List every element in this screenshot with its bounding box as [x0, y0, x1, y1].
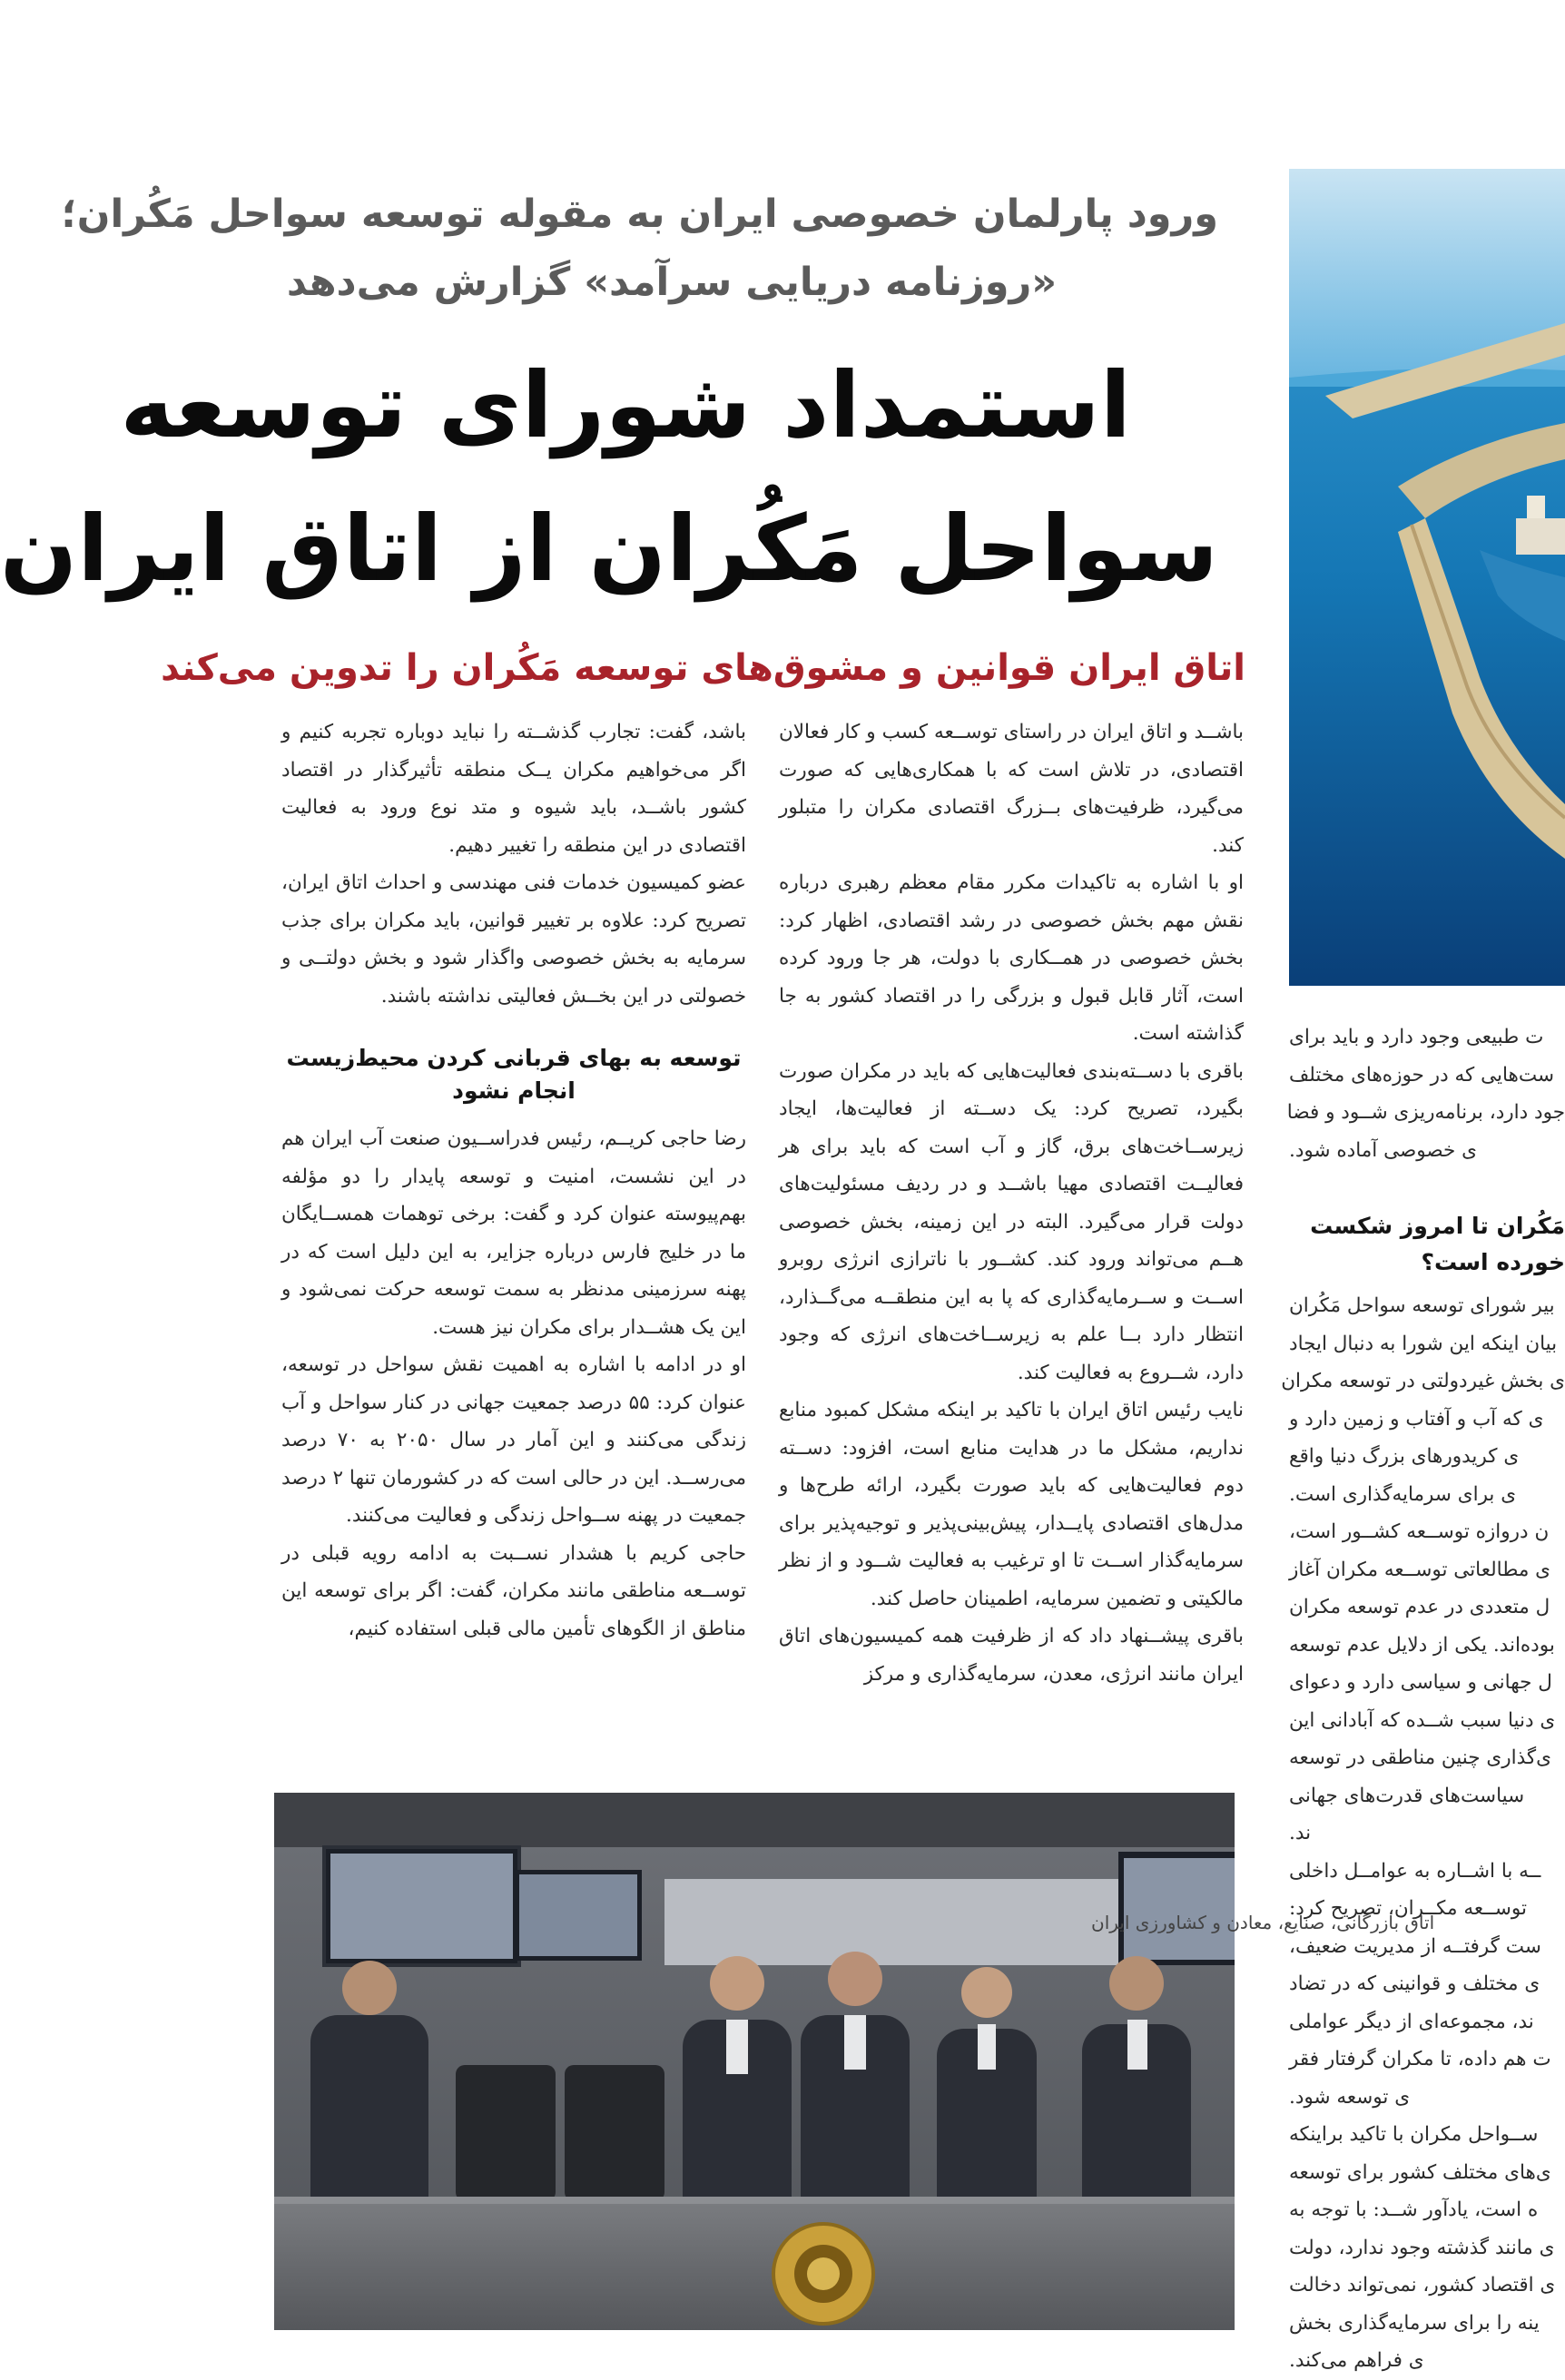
side-line: سیاست‌های قدرت‌های جهانی	[1289, 1784, 1525, 1807]
side-line: ی فراهم می‌کند.	[1289, 2349, 1424, 2372]
side-line: ت هم داده، تا مکران گرفتار فقر	[1289, 2048, 1551, 2070]
side-line: جود دارد، برنامه‌ریزی شــود و فضا	[1286, 1101, 1565, 1124]
side-line: ی خصوصی آماده شود.	[1289, 1138, 1477, 1162]
side-line: ینه را برای سرمایه‌گذاری بخش	[1289, 2311, 1540, 2335]
side-line: ل متعددی در عدم توسعه مکران	[1289, 1596, 1550, 1618]
side-line: ی که آب و آفتاب و زمین دارد و	[1289, 1407, 1544, 1431]
side-line: ند.	[1289, 1822, 1312, 1844]
paragraph: رضا حاجی کریــم، رئیس فدراســیون صنعت آب ایران هم در این نشست، امنیت و توسعه پایدار را دو مؤلفه بهم‌پیوسته عنوان کرد و گفت: برخی توهمات همســایگان ما در خلیج فارس درباره جزایر، به این دلیل است که در پهنه سرزمینی مدنظر به سمت توسعه حرکت نمی‌شود و این یک هشــدار برای مکران نیز هست.	[281, 1127, 746, 1339]
kicker-line-1: ورود پارلمان خصوصی ایران به مقوله توسعه سواحل مَکُران؛	[61, 192, 1218, 237]
article-column-right	[779, 713, 1244, 1775]
side-line: ند، مجموعه‌ای از دیگر عواملی	[1289, 2010, 1534, 2033]
side-line: ی برای سرمایه‌گذاری است.	[1289, 1482, 1517, 1506]
side-line: ــه با اشــاره به عوامــل داخلی	[1289, 1859, 1541, 1883]
article-column-left	[281, 713, 746, 1775]
paragraph: باقری پیشــنهاد داد که از ظرفیت همه کمیسیون‌های اتاق ایران مانند انرژی، معدن، سرمایه‌گذاری و مرکز	[779, 1625, 1244, 1686]
side-subhead-line-1: مَکُران تا امروز شکست	[1310, 1213, 1565, 1239]
side-line: بیر شورای توسعه سواحل مَکُران	[1289, 1294, 1555, 1317]
side-line: ی بخش غیردولتی در توسعه مکران	[1281, 1370, 1565, 1392]
side-line: ل جهانی و سیاسی دارد و دعوای	[1289, 1671, 1552, 1694]
side-line: ست گرفتــه از مدیریت ضعیف،	[1289, 1934, 1541, 1958]
side-line: ست‌هایی که در حوزه‌های مختلف	[1289, 1063, 1554, 1087]
side-line: ی دنیا سبب شــده که آبادانی این	[1289, 1708, 1556, 1732]
side-subhead-line-2: خورده است؟	[1421, 1249, 1565, 1275]
side-line: ی اقتصاد کشور، نمی‌تواند دخالت	[1289, 2274, 1556, 2296]
side-line: بیان اینکه این شورا به دنبال ایجاد	[1289, 1332, 1558, 1355]
side-line: ی مختلف و قوانینی که در تضاد	[1289, 1972, 1540, 1995]
side-line: ی مطالعاتی توســعه مکران آغاز	[1289, 1558, 1551, 1581]
side-line: ی مانند گذشته وجود ندارد، دولت	[1289, 2236, 1555, 2259]
section-subhead: توسعه به بهای قربانی کردن محیط‌زیست انجام نشود	[286, 1045, 742, 1104]
side-line: ت طبیعی وجود دارد و باید برای	[1289, 1026, 1544, 1048]
paragraph: باشد، گفت: تجارب گذشــته را نباید دوباره تجربه کنیم و اگر می‌خواهیم مکران یــک منطقه تأثیرگذار در اقتصاد کشور باشــد، باید شیوه و متد نوع ورود به فعالیت اقتصادی در این منطقه را تغییر دهیم.	[281, 721, 746, 857]
paragraph: نایب رئیس اتاق ایران با تاکید بر اینکه مشکل کمبود منابع نداریم، مشکل ما در هدایت منابع است، افزود: دســته دوم فعالیت‌هایی که باید صورت بگیرد، ارائه طرح‌ها و مدل‌های اقتصادی پایــدار، پیش‌بینی‌پذیر و توجیه‌پذیر برای سرمایه‌گذار اســت تا او ترغیب به فعالیت شــود و از نظر مالکیتی و تضمین سرمایه، اطمینان حاصل کند.	[779, 1399, 1244, 1610]
side-line: ه است، یادآور شــد: با توجه به	[1289, 2198, 1539, 2221]
side-line: ی کریدورهای بزرگ دنیا واقع	[1289, 1445, 1520, 1468]
side-column-top	[1286, 1018, 1565, 1175]
side-line: ی توسعه شود.	[1289, 2085, 1411, 2109]
side-line: بوده‌اند. یکی از دلایل عدم توسعه	[1289, 1633, 1555, 1657]
side-line: ســواحل مکران با تاکید براینکه	[1289, 2123, 1539, 2146]
headline-line-1: استمداد شورای توسعه	[120, 352, 1131, 458]
photo-banner-text: اتاق بازرگانی، صنایع، معادن و کشاورزی ایران	[1091, 1912, 1435, 1933]
paragraph: باقری با دســته‌بندی فعالیت‌هایی که باید در مکران صورت بگیرد، تصریح کرد: یک دســته از فعالیت‌ها، ایجاد زیرســاخت‌های برق، گاز و آب است که باید برای هر فعالیــت اقتصادی مهیا باشــد و در ردیف مسئولیت‌های دولت قرار می‌گیرد. البته در این زمینه، بخش خصوصی هــم می‌تواند ورود کند. کشــور با ناترازی انرژی روبرو اســت و ســرمایه‌گذاری که پا به این منطقــه می‌گــذارد، انتظار دارد بــا علم به زیرســاخت‌های انرژی که وجود دارد، شــروع به فعالیت کند.	[779, 1059, 1244, 1384]
paragraph: حاجی کریم با هشدار نســبت به ادامه رویه قبلی در توســعه مناطقی مانند مکران، گفت: اگر برای توسعه این مناطق از الگوهای تأمین مالی قبلی استفاده کنیم،	[281, 1541, 746, 1640]
harbor-photo	[1289, 169, 1565, 986]
paragraph: باشــد و اتاق ایران در راستای توســعه کسب و کار فعالان اقتصادی، در تلاش است که با همکاری‌هایی که صورت می‌گیرد، ظرفیت‌های بــزرگ اقتصادی مکران را متبلور کند.	[779, 721, 1244, 857]
kicker-line-2: «روزنامه دریایی سرآمد» گزارش می‌دهد	[286, 260, 1057, 305]
side-line: ی‌گذاری چنین مناطقی در توسعه	[1289, 1746, 1551, 1769]
side-line: ی‌های مختلف کشور برای توسعه	[1289, 2160, 1551, 2184]
headline-line-2: سواحل مَکُران از اتاق ایران	[0, 496, 1218, 602]
paragraph: او با اشاره به تاکیدات مکرر مقام معظم رهبری درباره نقش مهم بخش خصوصی در رشد اقتصادی، اظهار کرد: بخش خصوصی در همــکاری با دولت، هر جا ورود کرده است، آثار قابل قبول و بزرگی را در اقتصاد کشور به جا گذاشته است.	[779, 871, 1244, 1045]
harbor-photo-drawing	[1289, 169, 1565, 986]
paragraph: او در ادامه با اشاره به اهمیت نقش سواحل در توسعه، عنوان کرد: ۵۵ درصد جمعیت جهانی در کنار سواحل و آب زندگی می‌کنند و این آمار در سال ۲۰۵۰ به ۷۰ درصد می‌رســد. این در حالی است که در کشورمان تنها ۲ درصد جمعیت در پهنه ســواحل زندگی و فعالیت می‌کنند.	[281, 1353, 746, 1527]
side-line: ن دروازه توســعه کشــور است،	[1289, 1520, 1550, 1543]
lead-subtitle: اتاق ایران قوانین و مشوق‌های توسعه مَکُران را تدوین می‌کند	[161, 647, 1245, 689]
side-column-bottom	[1281, 1287, 1565, 2376]
paragraph: عضو کمیسیون خدمات فنی مهندسی و احداث اتاق ایران، تصریح کرد: علاوه بر تغییر قوانین، باید مکران برای جذب سرمایه به بخش خصوصی واگذار شود و بخش دولتــی و خصولتی در این بخــش فعالیتی نداشته باشند.	[281, 871, 746, 1008]
side-line: توســعه مکــران، تصریح کرد:	[1289, 1897, 1527, 1920]
